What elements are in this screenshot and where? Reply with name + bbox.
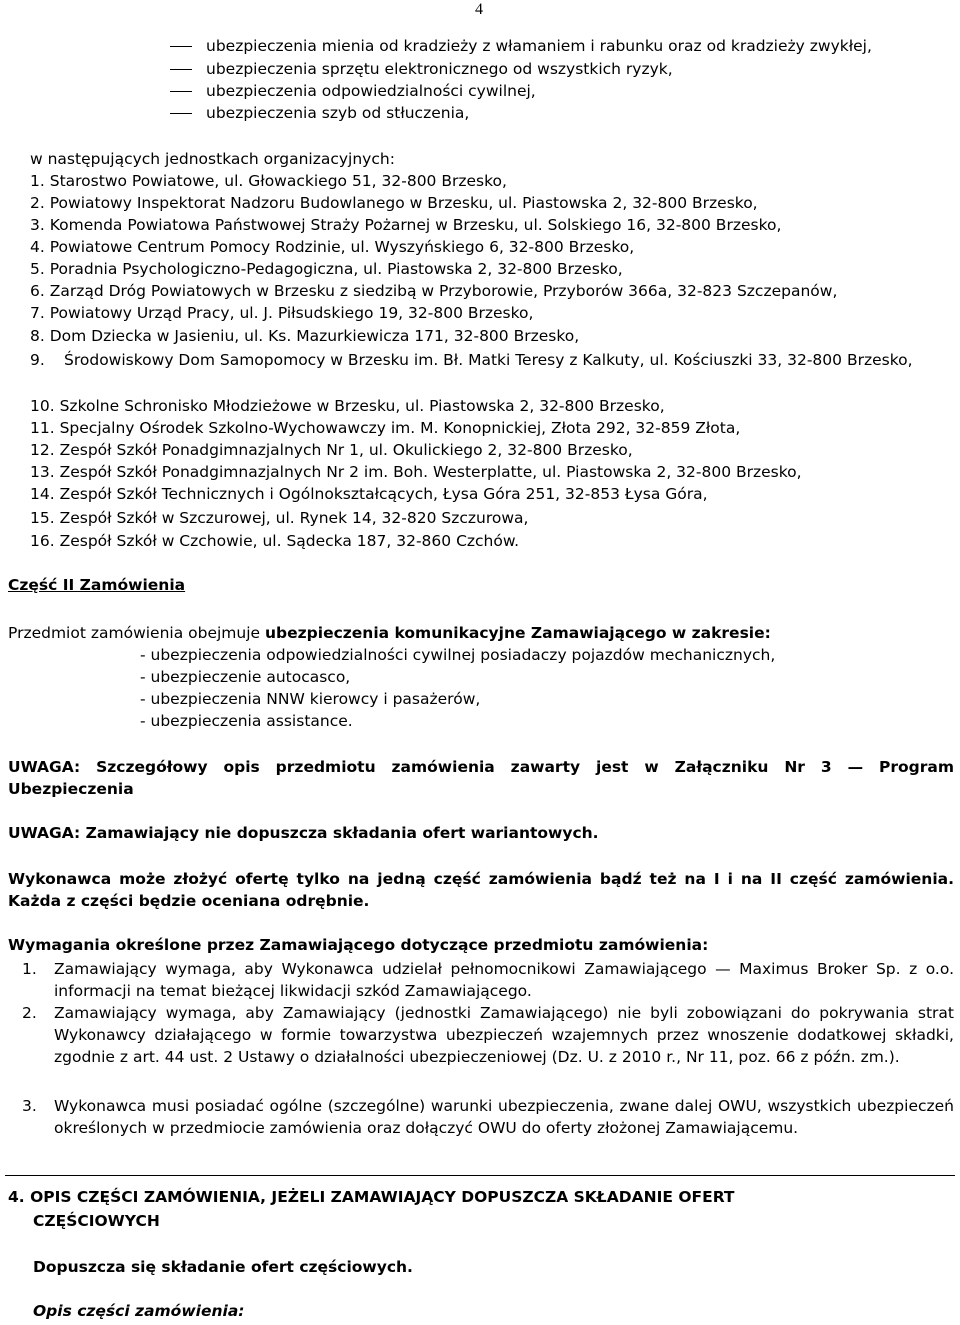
list-number: 5.	[30, 260, 45, 278]
list-text: Powiatowy Inspektorat Nadzoru Budowlanego w Brzesku, ul. Piastowska 2, 32-800 Brzesko,	[49, 194, 758, 212]
list-number: 12.	[30, 441, 55, 459]
list-text: Zespół Szkół w Czchowie, ul. Sądecka 187, 32-860 Czchów.	[59, 532, 520, 550]
list-item	[30, 507, 528, 529]
dash-item	[170, 102, 469, 124]
list-item	[30, 280, 837, 302]
part2-item: - ubezpieczenia assistance.	[140, 712, 353, 730]
units-intro: w następujących jednostkach organizacyjnych:	[30, 150, 395, 168]
section-4-heading-line1: 4. OPIS CZĘŚCI ZAMÓWIENIA, JEŻELI ZAMAWIAJĄCY DOPUSZCZA SKŁADANIE OFERT	[8, 1188, 735, 1206]
list-number: 4.	[30, 238, 45, 256]
dash-item	[170, 35, 872, 57]
section-divider	[5, 1175, 955, 1176]
notice-parts: Wykonawca może złożyć ofertę tylko na jedną część zamówienia bądź też na I i na II część zamówienia. Każda z części będzie oceniana odrębnie.	[8, 870, 954, 910]
partial-offers-allowed: Dopuszcza się składanie ofert częściowych.	[33, 1258, 413, 1276]
dash-mark	[170, 113, 192, 114]
list-item	[30, 349, 955, 371]
list-item	[30, 236, 634, 258]
list-text: Zespół Szkół Ponadgimnazjalnych Nr 1, ul. Okulickiego 2, 32-800 Brzesko,	[59, 441, 633, 459]
list-number: 10.	[30, 397, 55, 415]
list-item	[30, 530, 519, 552]
list-item	[30, 170, 507, 192]
dash-item	[170, 58, 673, 80]
requirement-number: 3.	[22, 1097, 37, 1115]
requirement-text: Zamawiający wymaga, aby Zamawiający (jednostki Zamawiającego) nie byli zobowiązani do pokrywania strat Wykonawcy działającego w formie towarzystwa ubezpieczeń wzajemnych przez wnoszenie dodatkowej składki, zgodnie z art. 44 ust. 2 Ustawy o działalności ubezpieczeniowej (Dz. U. z 2010 r., Nr 11, poz. 66 z późn. zm.).	[54, 1004, 954, 1066]
list-item	[30, 439, 633, 461]
dash-item-text: ubezpieczenia odpowiedzialności cywilnej,	[206, 82, 536, 100]
list-item	[30, 417, 740, 439]
dash-mark	[170, 69, 192, 70]
dash-mark	[170, 91, 192, 92]
notice-program: UWAGA: Szczegółowy opis przedmiotu zamówienia zawarty jest w Załączniku Nr 3 — Program Ubezpieczenia	[8, 758, 954, 798]
dash-item-text: ubezpieczenia szyb od stłuczenia,	[206, 104, 470, 122]
list-text: Zarząd Dróg Powiatowych w Brzesku z siedzibą w Przyborowie, Przyborów 366a, 32-823 Szczepanów,	[49, 282, 838, 300]
page-number: 4	[475, 1, 483, 18]
list-item	[30, 395, 665, 417]
requirement-text: Zamawiający wymaga, aby Wykonawca udzielał pełnomocnikowi Zamawiającego — Maximus Broker Sp. z o.o. informacji na temat bieżącej likwidacji szkód Zamawiającego.	[54, 960, 954, 1000]
part2-title: Część II Zamówienia	[8, 576, 186, 594]
part2-intro-plain: Przedmiot zamówienia obejmuje	[8, 624, 265, 642]
part2-item: - ubezpieczenia NNW kierowcy i pasażerów,	[140, 690, 481, 708]
list-text: Powiatowy Urząd Pracy, ul. J. Piłsudskiego 19, 32-800 Brzesko,	[49, 304, 534, 322]
list-number: 13.	[30, 463, 55, 481]
part2-intro	[8, 622, 954, 644]
requirement-number: 1.	[22, 960, 37, 978]
list-number: 9.	[30, 351, 45, 369]
list-text: Komenda Powiatowa Państwowej Straży Pożarnej w Brzesku, ul. Solskiego 16, 32-800 Brzesko,	[49, 216, 782, 234]
list-number: 15.	[30, 509, 55, 527]
notice-variants: UWAGA: Zamawiający nie dopuszcza składania ofert wariantowych.	[8, 824, 599, 842]
dash-item-text: ubezpieczenia mienia od kradzieży z włamaniem i rabunku oraz od kradzieży zwykłej,	[206, 37, 872, 55]
list-item	[30, 258, 623, 280]
list-number: 6.	[30, 282, 45, 300]
requirement-item	[8, 1002, 954, 1068]
dash-mark	[170, 46, 192, 47]
list-number: 16.	[30, 532, 55, 550]
list-item	[30, 483, 708, 505]
list-number: 14.	[30, 485, 55, 503]
list-item	[30, 325, 579, 347]
part2-item: - ubezpieczenie autocasco,	[140, 668, 351, 686]
list-text: Środowiskowy Dom Samopomocy w Brzesku im. Bł. Matki Teresy z Kalkuty, ul. Kościuszki 33, 32-800 Brzesko,	[64, 351, 913, 369]
dash-item-text: ubezpieczenia sprzętu elektronicznego od wszystkich ryzyk,	[206, 60, 673, 78]
requirement-item	[8, 1095, 954, 1139]
requirement-item	[8, 958, 954, 1002]
part2-intro-bold: ubezpieczenia komunikacyjne Zamawiającego w zakresie:	[265, 624, 771, 642]
list-number: 2.	[30, 194, 45, 212]
list-number: 11.	[30, 419, 55, 437]
list-text: Powiatowe Centrum Pomocy Rodzinie, ul. Wyszyńskiego 6, 32-800 Brzesko,	[49, 238, 635, 256]
dash-item	[170, 80, 536, 102]
list-number: 8.	[30, 327, 45, 345]
list-item	[30, 461, 802, 483]
list-text: Zespół Szkół w Szczurowej, ul. Rynek 14, 32-820 Szczurowa,	[59, 509, 529, 527]
list-text: Zespół Szkół Technicznych i Ogólnokształcących, Łysa Góra 251, 32-853 Łysa Góra,	[59, 485, 708, 503]
section-4-heading	[8, 1185, 808, 1233]
list-number: 1.	[30, 172, 45, 190]
list-text: Poradnia Psychologiczno-Pedagogiczna, ul. Piastowska 2, 32-800 Brzesko,	[49, 260, 623, 278]
list-number: 7.	[30, 304, 45, 322]
requirement-text: Wykonawca musi posiadać ogólne (szczególne) warunki ubezpieczenia, zwane dalej OWU, wszystkich ubezpieczeń określonych w przedmiocie zamówienia oraz dołączyć OWU do oferty złożonej Zamawiającemu.	[54, 1097, 954, 1137]
list-text: Zespół Szkół Ponadgimnazjalnych Nr 2 im. Boh. Westerplatte, ul. Piastowska 2, 32-800 Brzesko,	[59, 463, 802, 481]
list-item	[30, 214, 781, 236]
requirements-title: Wymagania określone przez Zamawiającego dotyczące przedmiotu zamówienia:	[8, 936, 709, 954]
list-text: Specjalny Ośrodek Szkolno-Wychowawczy im. M. Konopnickiej, Złota 292, 32-859 Złota,	[59, 419, 741, 437]
list-item	[30, 302, 533, 324]
list-item	[30, 192, 758, 214]
parts-description-label: Opis części zamówienia:	[33, 1302, 245, 1320]
requirement-number: 2.	[22, 1004, 37, 1022]
list-text: Szkolne Schronisko Młodzieżowe w Brzesku, ul. Piastowska 2, 32-800 Brzesko,	[59, 397, 665, 415]
list-text: Dom Dziecka w Jasieniu, ul. Ks. Mazurkiewicza 171, 32-800 Brzesko,	[49, 327, 580, 345]
section-4-heading-line2: CZĘŚCIOWYCH	[33, 1212, 160, 1230]
list-number: 3.	[30, 216, 45, 234]
list-text: Starostwo Powiatowe, ul. Głowackiego 51, 32-800 Brzesko,	[49, 172, 507, 190]
part2-item: - ubezpieczenia odpowiedzialności cywilnej posiadaczy pojazdów mechanicznych,	[140, 646, 776, 664]
